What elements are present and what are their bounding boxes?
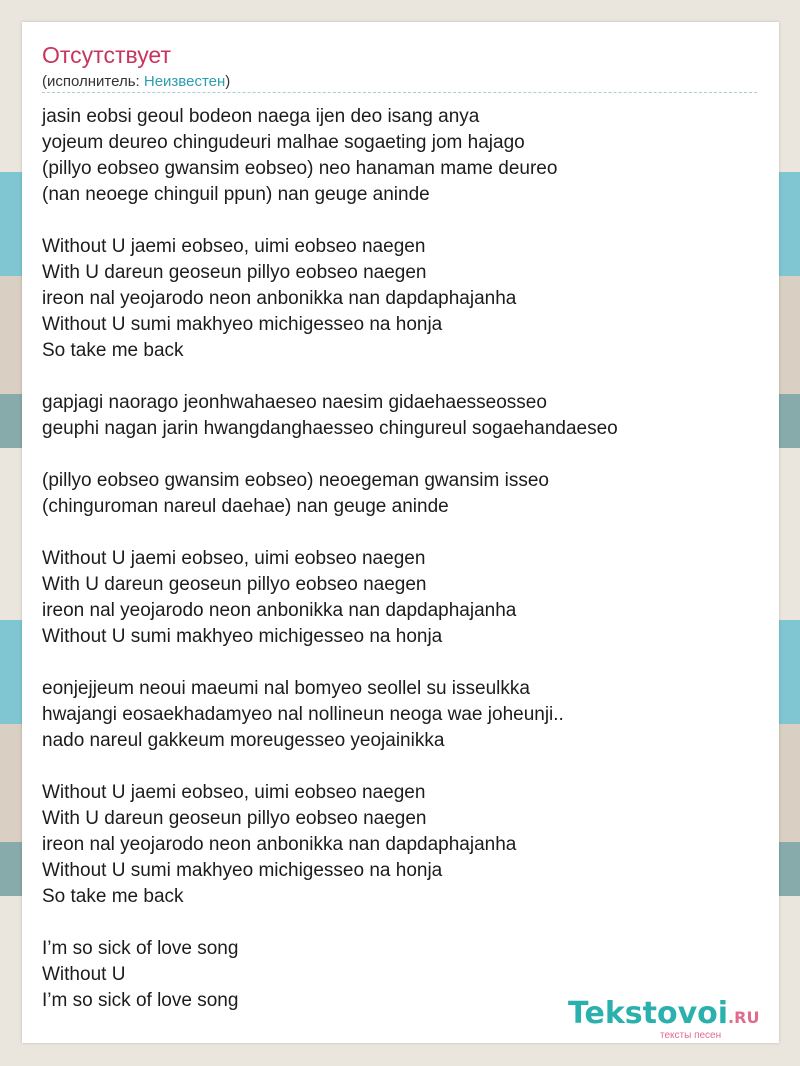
song-title: Отсутствует <box>42 42 171 68</box>
lyric-line: With U dareun geoseun pillyo eobseo naegen <box>42 262 427 283</box>
lyric-line: geuphi nagan jarin hwangdanghaesseo chingureul sogaehandaeseo <box>42 418 618 439</box>
lyric-line: Without U sumi makhyeo michigesseo na honja <box>42 860 443 881</box>
lyric-line: Without U sumi makhyeo michigesseo na honja <box>42 314 443 335</box>
lyric-blank-line <box>42 364 757 390</box>
lyric-line: With U dareun geoseun pillyo eobseo naegen <box>42 574 427 595</box>
lyric-line: Without U jaemi eobseo, uimi eobseo naegen <box>42 236 426 257</box>
lyric-line: I’m so sick of love song <box>42 990 239 1011</box>
lyric-line: So take me back <box>42 886 184 907</box>
lyric-line: (pillyo eobseo gwansim eobseo) neoegeman gwansim isseo <box>42 470 549 491</box>
logo-domain: .RU <box>728 1008 760 1027</box>
artist-line <box>42 73 230 90</box>
lyric-line: jasin eobsi geoul bodeon naega ijen deo isang anya <box>42 106 480 127</box>
logo-tagline: тексты песен <box>660 1030 722 1041</box>
lyric-line: (pillyo eobseo gwansim eobseo) neo hanaman mame deureo <box>42 158 558 179</box>
artist-suffix: ) <box>225 73 231 90</box>
lyric-blank-line <box>42 910 757 936</box>
lyric-line: ireon nal yeojarodo neon anbonikka nan dapdaphajanha <box>42 834 517 855</box>
lyrics-card <box>22 22 779 1043</box>
lyric-line: Without U sumi makhyeo michigesseo na honja <box>42 626 443 647</box>
artist-prefix: (исполнитель: <box>42 73 144 90</box>
lyric-line: Without U jaemi eobseo, uimi eobseo naegen <box>42 782 426 803</box>
lyric-line: So take me back <box>42 340 184 361</box>
lyric-blank-line <box>42 754 757 780</box>
site-logo[interactable] <box>568 996 778 1041</box>
lyric-line: (nan neoege chinguil ppun) nan geuge aninde <box>42 184 430 205</box>
title-divider <box>42 92 757 93</box>
lyric-line: ireon nal yeojarodo neon anbonikka nan dapdaphajanha <box>42 600 517 621</box>
lyric-line: Without U jaemi eobseo, uimi eobseo naegen <box>42 548 426 569</box>
lyrics-text <box>42 104 757 1014</box>
lyric-line: yojeum deureo chingudeuri malhae sogaeting jom hajago <box>42 132 525 153</box>
lyric-line: I’m so sick of love song <box>42 938 239 959</box>
lyric-line: (chinguroman nareul daehae) nan geuge aninde <box>42 496 449 517</box>
lyric-blank-line <box>42 208 757 234</box>
lyric-line: ireon nal yeojarodo neon anbonikka nan dapdaphajanha <box>42 288 517 309</box>
lyric-line: Without U <box>42 964 126 985</box>
lyric-line: nado nareul gakkeum moreugesseo yeojainikka <box>42 730 445 751</box>
artist-link[interactable]: Неизвестен <box>143 73 226 90</box>
lyric-blank-line <box>42 520 757 546</box>
lyric-line: With U dareun geoseun pillyo eobseo naegen <box>42 808 427 829</box>
lyric-line: hwajangi eosaekhadamyeo nal nollineun neoga wae joheunji.. <box>42 704 564 725</box>
lyric-line: gapjagi naorago jeonhwahaeseo naesim gidaehaesseosseo <box>42 392 547 413</box>
lyric-blank-line <box>42 442 757 468</box>
lyric-blank-line <box>42 650 757 676</box>
lyric-line: eonjejjeum neoui maeumi nal bomyeo seollel su isseulkka <box>42 678 530 699</box>
logo-wordmark: Tekstovoi <box>568 996 729 1031</box>
